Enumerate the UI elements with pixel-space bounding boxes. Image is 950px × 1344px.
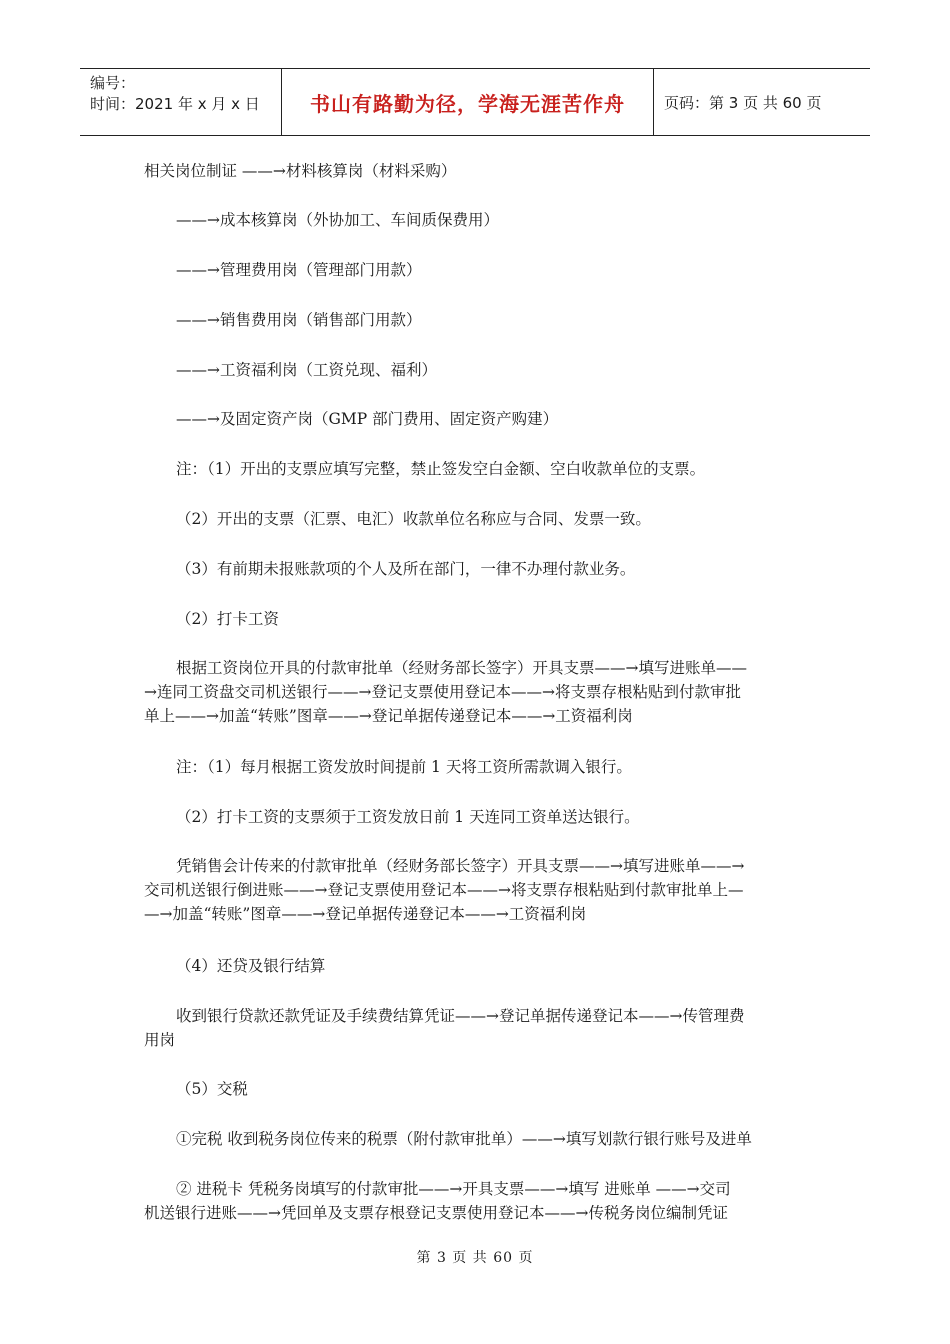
paragraph-line: 交司机送银行倒进账——→登记支票使用登记本——→将支票存根粘贴到付款审批单上— xyxy=(144,881,744,899)
section-heading: （5）交税 xyxy=(176,1080,248,1098)
paragraph: ——→销售费用岗（销售部门用款） xyxy=(176,311,422,329)
paragraph: ——→成本核算岗（外协加工、车间质保费用） xyxy=(176,211,499,229)
paragraph-line: 收到银行贷款还款凭证及手续费结算凭证——→登记单据传递登记本——→传管理费 xyxy=(176,1007,745,1025)
note-paragraph: 注：（1）开出的支票应填写完整，禁止签发空白金额、空白收款单位的支票。 xyxy=(176,460,706,478)
paragraph: ——→管理费用岗（管理部门用款） xyxy=(176,261,422,279)
page-footer: 第 3 页 共 60 页 xyxy=(416,1250,534,1266)
header-page-info: 页码：第 3 页 共 60 页 xyxy=(664,93,822,112)
note-paragraph: （2）打卡工资的支票须于工资发放日前 1 天连同工资单送达银行。 xyxy=(176,808,640,826)
paragraph-line: 用岗 xyxy=(144,1031,176,1049)
note-paragraph: 注：（1）每月根据工资发放时间提前 1 天将工资所需款调入银行。 xyxy=(176,758,632,776)
section-heading: （4）还贷及银行结算 xyxy=(176,957,326,975)
note-paragraph: （3）有前期未报账款项的个人及所在部门，一律不办理付款业务。 xyxy=(176,560,636,578)
number-label: 编号： xyxy=(90,74,136,92)
header-motto: 书山有路勤为径，学海无涯苦作舟 xyxy=(282,69,654,135)
paragraph-line: 单上——→加盖“转账”图章——→登记单据传递登记本——→工资福利岗 xyxy=(144,707,633,725)
paragraph-line: 根据工资岗位开具的付款审批单（经财务部长签字）开具支票——→填写进账单—— xyxy=(176,659,747,677)
document-header xyxy=(80,68,870,136)
paragraph-line: 机送银行进账——→凭回单及支票存根登记支票使用登记本——→传税务岗位编制凭证 xyxy=(144,1204,728,1222)
note-paragraph: （2）开出的支票（汇票、电汇）收款单位名称应与合同、发票一致。 xyxy=(176,510,651,528)
section-heading: （2）打卡工资 xyxy=(176,610,279,628)
paragraph: ——→工资福利岗（工资兑现、福利） xyxy=(176,361,437,379)
paragraph-line: 凭销售会计传来的付款审批单（经财务部长签字）开具支票——→填写进账单——→ xyxy=(176,857,745,875)
paragraph: ①完税 收到税务岗位传来的税票（附付款审批单）——→填写划款行银行账号及进单 xyxy=(176,1130,752,1148)
paragraph-line: ② 进税卡 凭税务岗填写的付款审批——→开具支票——→填写 进账单 ——→交司 xyxy=(176,1180,731,1198)
paragraph-line: —→加盖“转账”图章——→登记单据传递登记本——→工资福利岗 xyxy=(144,905,587,923)
date-label: 时间：2021 年 x 月 x 日 xyxy=(90,95,260,113)
header-meta xyxy=(80,69,282,135)
paragraph-line: →连同工资盘交司机送银行——→登记支票使用登记本——→将支票存根粘贴到付款审批 xyxy=(144,683,741,701)
paragraph: 相关岗位制证 ——→材料核算岗（材料采购） xyxy=(144,162,457,180)
paragraph: ——→及固定资产岗（GMP 部门费用、固定资产购建） xyxy=(176,410,559,428)
